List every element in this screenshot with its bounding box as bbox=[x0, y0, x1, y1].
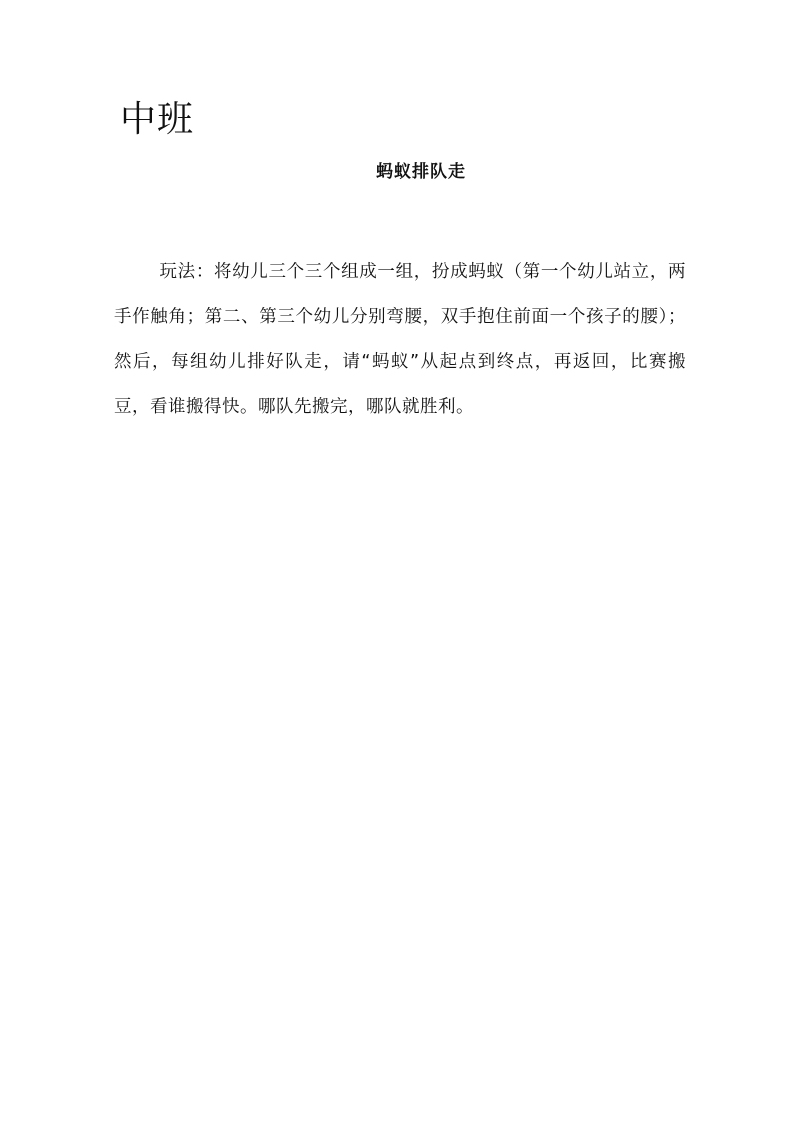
game-title: 蚂蚁排队走 bbox=[376, 162, 466, 182]
game-instructions-paragraph: 玩法：将幼儿三个三个组成一组，扮成蚂蚁（第一个幼儿站立，两手作触角；第二、第三个幼儿分别弯腰，双手抱住前面一个孩子的腰）；然后，每组幼儿排好队走，请“蚂蚁”从起点到终点，再返回，比赛搬豆，看谁搬得快。哪队先搬完，哪队就胜利。 bbox=[114, 262, 686, 417]
grade-heading: 中班 bbox=[120, 99, 195, 140]
